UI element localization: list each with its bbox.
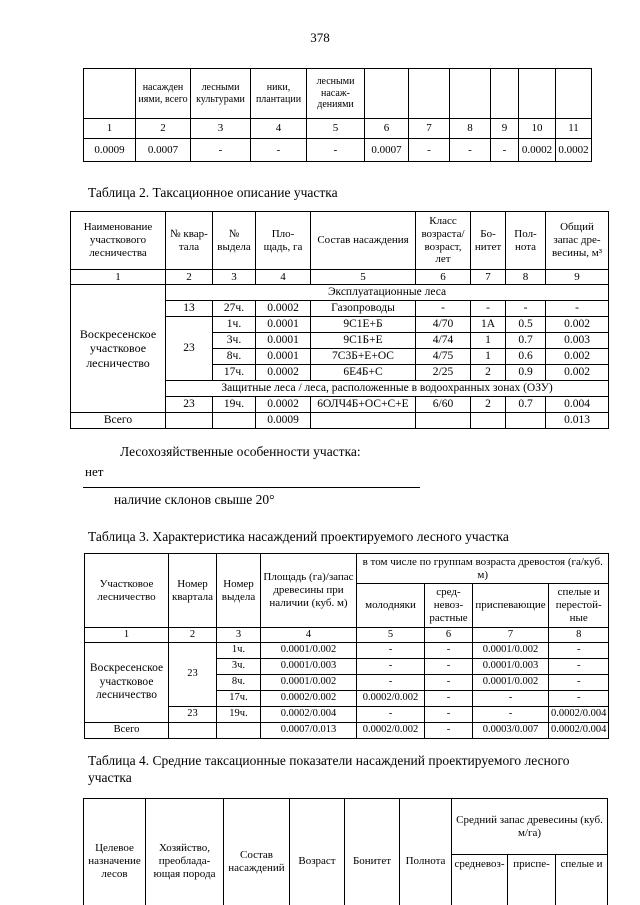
header-cell: Класс возраста/ возраст, лет (416, 212, 471, 270)
col-number-cell: 5 (311, 270, 416, 285)
table-header-row (84, 799, 608, 855)
data-cell: 2 (471, 397, 506, 413)
header-cell (556, 69, 592, 119)
data-cell: 0.003 (546, 333, 609, 349)
data-cell: 0.0002/0.004 (261, 707, 357, 723)
table2-taxation-description (70, 211, 609, 429)
subheader-cell: спелые и (556, 855, 608, 905)
data-cell: 2 (471, 365, 506, 381)
data-cell: 0.0001 (256, 333, 311, 349)
table4-caption: Таблица 4. Средние таксационные показатели насаждений проектируемого лесного участка (88, 753, 570, 785)
empty-cell (506, 413, 546, 429)
col-number-cell: 4 (261, 628, 357, 643)
header-cell: Возраст (290, 799, 345, 905)
col-number-cell: 3 (213, 270, 256, 285)
column-number-row (84, 119, 592, 139)
empty-cell (416, 413, 471, 429)
data-cell: Газопроводы (311, 301, 416, 317)
col-number-cell: 5 (357, 628, 425, 643)
data-cell: 0.0002/0.002 (357, 691, 425, 707)
total-stock-cell: 0.013 (546, 413, 609, 429)
col-number-cell: 4 (251, 119, 307, 139)
data-cell: 0.0002 (556, 139, 592, 162)
data-cell: 7С3Б+Е+ОС (311, 349, 416, 365)
subheader-cell: приспевающие (473, 584, 549, 628)
data-cell: 8ч. (213, 349, 256, 365)
header-cell (450, 69, 491, 119)
data-cell: 0.002 (546, 317, 609, 333)
data-cell: 0.002 (546, 365, 609, 381)
data-cell: - (425, 707, 473, 723)
data-cell: 3ч. (217, 659, 261, 675)
data-cell: 0.9 (506, 365, 546, 381)
data-cell: 0.0001/0.003 (261, 659, 357, 675)
data-cell: - (549, 675, 609, 691)
empty-cell (311, 413, 416, 429)
table2-caption: Таблица 2. Таксационное описание участка (88, 185, 338, 200)
header-cell: № выдела (213, 212, 256, 270)
table-header-row (85, 554, 609, 584)
header-cell: лесными культурами (191, 69, 251, 119)
header-cell: Целевое назначение лесов (84, 799, 146, 905)
data-cell: 4/70 (416, 317, 471, 333)
subheader-cell: спелые и перестой- ные (549, 584, 609, 628)
data-cell: - (471, 301, 506, 317)
col-number-cell: 7 (473, 628, 549, 643)
data-cell: - (425, 659, 473, 675)
data-cell: 0.0007 (136, 139, 191, 162)
total-label-cell: Всего (85, 723, 169, 739)
empty-cell (169, 723, 217, 739)
subheader-cell: сред- невоз- растные (425, 584, 473, 628)
header-cell: Пло- щадь, га (256, 212, 311, 270)
col-number-cell: 3 (217, 628, 261, 643)
data-cell: 0.0002 (256, 301, 311, 317)
data-cell: 0.004 (546, 397, 609, 413)
data-cell: - (473, 691, 549, 707)
col-number-cell: 11 (556, 119, 592, 139)
subheader-cell: приспе- (508, 855, 556, 905)
empty-cell (166, 413, 213, 429)
table3-caption: Таблица 3. Характеристика насаждений проектируемого лесного участка (88, 529, 509, 544)
col-number-cell: 7 (409, 119, 450, 139)
data-cell: 9С1Е+Б (311, 317, 416, 333)
features-label: Лесохозяйственные особенности участка: (120, 444, 361, 459)
table3-plantation-characteristics (84, 553, 609, 739)
header-cell: Площадь (га)/запас древесины при наличии (куб. м) (261, 554, 357, 628)
header-cell: Участковое лесничество (85, 554, 169, 628)
header-cell (409, 69, 450, 119)
col-number-cell: 2 (166, 270, 213, 285)
total-cell: 0.0002/0.004 (549, 723, 609, 739)
data-row (84, 139, 592, 162)
data-cell: 0.0001/0.002 (261, 675, 357, 691)
data-cell: 0.0002 (519, 139, 556, 162)
group-header-cell: Средний запас древесины (куб. м/га) (452, 799, 608, 855)
data-cell: 0.002 (546, 349, 609, 365)
data-cell: 0.6 (506, 349, 546, 365)
col-number-cell: 3 (191, 119, 251, 139)
header-cell (84, 69, 136, 119)
data-cell: 0.0001/0.002 (261, 643, 357, 659)
col-number-cell: 1 (85, 628, 169, 643)
total-cell: 0.0003/0.007 (473, 723, 549, 739)
data-cell: 0.0009 (84, 139, 136, 162)
features-answer-line (83, 464, 420, 488)
data-cell: - (473, 707, 549, 723)
total-cell: 0.0002/0.002 (357, 723, 425, 739)
col-number-cell: 2 (169, 628, 217, 643)
column-number-row (71, 270, 609, 285)
header-cell (491, 69, 519, 119)
col-number-cell: 10 (519, 119, 556, 139)
data-cell: 0.0007 (365, 139, 409, 162)
total-cell: 0.0007/0.013 (261, 723, 357, 739)
data-cell: - (357, 659, 425, 675)
data-cell: - (307, 139, 365, 162)
data-cell: - (491, 139, 519, 162)
section-header-cell: Защитные леса / леса, расположенные в водоохранных зонах (ОЗУ) (166, 381, 609, 397)
data-cell: - (549, 659, 609, 675)
col-number-cell: 4 (256, 270, 311, 285)
data-cell: 13 (166, 301, 213, 317)
header-cell: Номер квартала (169, 554, 217, 628)
total-label-cell: Всего (71, 413, 166, 429)
header-cell: Наименование участкового лесничества (71, 212, 166, 270)
forestry-name-cell: Воскресенское участковое лесничество (71, 285, 166, 413)
data-cell: - (506, 301, 546, 317)
subheader-cell: средневоз- (452, 855, 508, 905)
header-cell: лесными насаж- дениями (307, 69, 365, 119)
header-cell: Пол- нота (506, 212, 546, 270)
data-cell: - (416, 301, 471, 317)
total-cell: - (425, 723, 473, 739)
data-cell: 0.7 (506, 397, 546, 413)
data-cell: 17ч. (217, 691, 261, 707)
data-cell: 17ч. (213, 365, 256, 381)
col-number-cell: 6 (425, 628, 473, 643)
data-cell: - (549, 643, 609, 659)
col-number-cell: 6 (365, 119, 409, 139)
data-cell: 0.0002 (256, 397, 311, 413)
column-number-row (85, 628, 609, 643)
data-cell: 4/74 (416, 333, 471, 349)
data-cell: 6Е4Б+С (311, 365, 416, 381)
total-row (71, 413, 609, 429)
data-cell: - (357, 675, 425, 691)
data-cell: 6ОЛЧ4Б+ОС+С+Е (311, 397, 416, 413)
data-cell: - (191, 139, 251, 162)
table-header-row (71, 212, 609, 270)
data-cell: 0.0001/0.003 (473, 659, 549, 675)
header-cell: Состав насаждения (311, 212, 416, 270)
data-cell: - (425, 643, 473, 659)
header-cell (519, 69, 556, 119)
data-cell: 0.0001 (256, 349, 311, 365)
data-cell: 1А (471, 317, 506, 333)
empty-cell (471, 413, 506, 429)
data-cell: 19ч. (213, 397, 256, 413)
data-cell: - (357, 643, 425, 659)
data-cell: 0.5 (506, 317, 546, 333)
data-cell: 0.7 (506, 333, 546, 349)
header-cell: ники, плантации (251, 69, 307, 119)
total-area-cell: 0.0009 (256, 413, 311, 429)
data-cell: 8ч. (217, 675, 261, 691)
data-cell: - (425, 691, 473, 707)
data-cell: 27ч. (213, 301, 256, 317)
data-cell: 0.0001/0.002 (473, 643, 549, 659)
page-number: 378 (310, 30, 330, 45)
data-cell: - (251, 139, 307, 162)
features-answer: нет (85, 464, 104, 479)
data-cell: 23 (166, 397, 213, 413)
header-cell: Общий запас дре- весины, м³ (546, 212, 609, 270)
header-cell: Полнота (400, 799, 452, 905)
data-row (85, 643, 609, 659)
section-header-cell: Эксплуатационные леса (166, 285, 609, 301)
col-number-cell: 8 (506, 270, 546, 285)
data-cell: 6/60 (416, 397, 471, 413)
data-cell: 19ч. (217, 707, 261, 723)
col-number-cell: 8 (549, 628, 609, 643)
data-cell: - (425, 675, 473, 691)
data-cell: 9С1Б+Е (311, 333, 416, 349)
data-cell: - (409, 139, 450, 162)
kvartal-cell: 23 (166, 317, 213, 381)
header-cell: Хозяйство, преоблада- ющая порода (146, 799, 224, 905)
col-number-cell: 8 (450, 119, 491, 139)
col-number-cell: 7 (471, 270, 506, 285)
group-header-cell: в том числе по группам возраста древостоя (га/куб. м) (357, 554, 609, 584)
data-cell: 2/25 (416, 365, 471, 381)
kvartal-cell: 23 (169, 707, 217, 723)
header-cell (365, 69, 409, 119)
data-cell: 0.0002/0.004 (549, 707, 609, 723)
col-number-cell: 1 (71, 270, 166, 285)
header-cell: № квар- тала (166, 212, 213, 270)
header-cell: Номер выдела (217, 554, 261, 628)
empty-cell (217, 723, 261, 739)
data-cell: 1ч. (213, 317, 256, 333)
data-cell: 3ч. (213, 333, 256, 349)
table1-continuation (83, 68, 592, 162)
data-cell: - (357, 707, 425, 723)
header-cell: Бонитет (345, 799, 400, 905)
col-number-cell: 9 (491, 119, 519, 139)
col-number-cell: 6 (416, 270, 471, 285)
data-cell: 1 (471, 349, 506, 365)
section-row (71, 285, 609, 301)
forestry-name-cell: Воскресенское участковое лесничество (85, 643, 169, 723)
slopes-label: наличие склонов свыше 20° (114, 492, 275, 507)
col-number-cell: 2 (136, 119, 191, 139)
data-cell: 4/75 (416, 349, 471, 365)
header-cell: Состав насаждений (224, 799, 290, 905)
total-row (85, 723, 609, 739)
empty-cell (213, 413, 256, 429)
kvartal-cell: 23 (169, 643, 217, 707)
header-cell: Бо- нитет (471, 212, 506, 270)
table-header-row (84, 69, 592, 119)
data-cell: - (549, 691, 609, 707)
subheader-cell: молодняки (357, 584, 425, 628)
data-cell: 1ч. (217, 643, 261, 659)
data-cell: 0.0002 (256, 365, 311, 381)
data-cell: - (450, 139, 491, 162)
col-number-cell: 1 (84, 119, 136, 139)
table4-average-indicators (83, 798, 608, 905)
col-number-cell: 9 (546, 270, 609, 285)
data-cell: 0.0001/0.002 (473, 675, 549, 691)
data-cell: 1 (471, 333, 506, 349)
data-cell: 0.0002/0.002 (261, 691, 357, 707)
data-cell: 0.0001 (256, 317, 311, 333)
data-cell: - (546, 301, 609, 317)
header-cell: насажден иями, всего (136, 69, 191, 119)
col-number-cell: 5 (307, 119, 365, 139)
